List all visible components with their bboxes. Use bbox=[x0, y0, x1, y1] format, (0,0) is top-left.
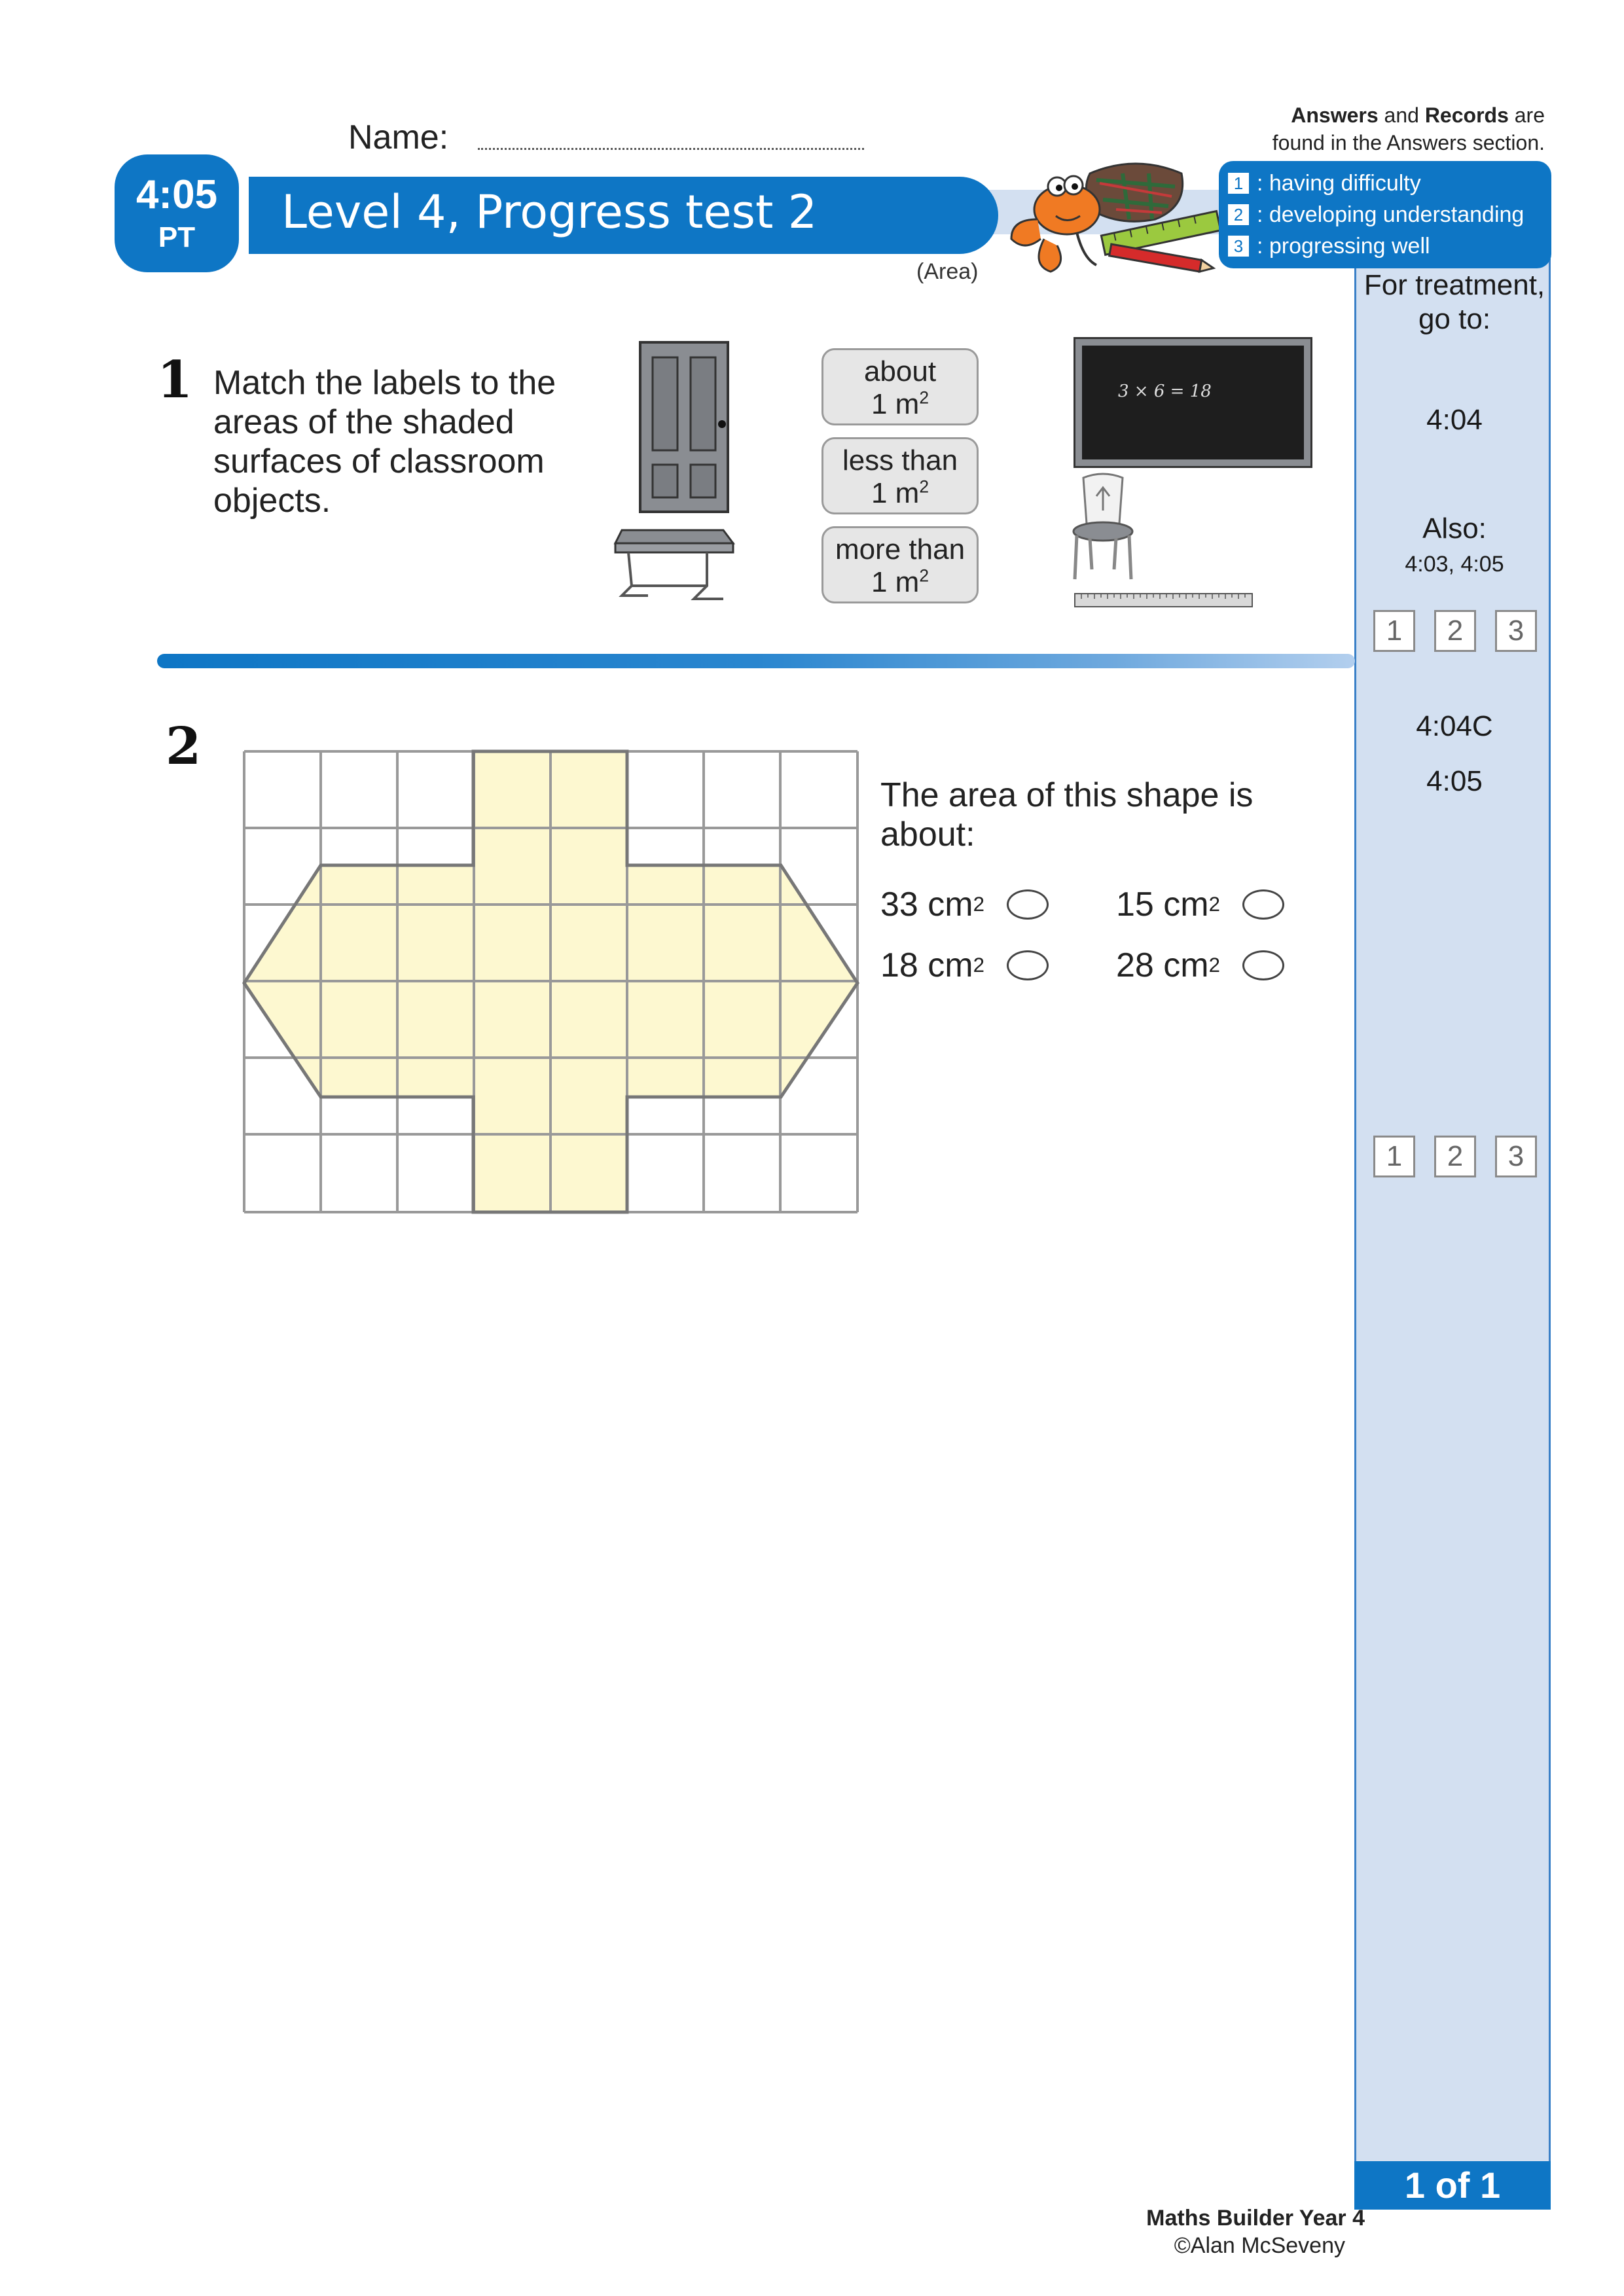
question-2-number: 2 bbox=[166, 717, 202, 776]
q2-rating-boxes bbox=[1373, 1136, 1537, 1177]
answer-bubble[interactable] bbox=[1007, 889, 1049, 920]
door-icon bbox=[638, 340, 730, 514]
label-about-1m2[interactable]: about 1 $m^2$ bbox=[821, 348, 979, 425]
section-divider bbox=[157, 654, 1355, 668]
label-less-than-1m2[interactable]: less than 1 $m^2$ bbox=[821, 437, 979, 514]
q1-rating-1[interactable]: 1 bbox=[1373, 610, 1415, 652]
area-grid bbox=[242, 749, 861, 1214]
question-2-text: The area of this shape is about: bbox=[880, 776, 1254, 853]
blackboard-icon bbox=[1074, 337, 1312, 468]
also-label: Also: bbox=[1422, 512, 1487, 545]
section-badge bbox=[115, 154, 239, 272]
topic-label: (Area) bbox=[916, 259, 979, 284]
option-33cm2[interactable]: 33 cm 2 bbox=[880, 885, 1049, 924]
option-15cm2[interactable]: 15 cm 2 bbox=[1116, 885, 1284, 924]
page-title: Level 4, Progress test 2 bbox=[281, 185, 818, 239]
q2-treatment-ref-1: 4:04C bbox=[1416, 710, 1493, 742]
q2-rating-3[interactable]: 3 bbox=[1495, 1136, 1537, 1177]
option-28cm2[interactable]: 28 cm 2 bbox=[1116, 946, 1284, 985]
question-1-number: 1 bbox=[157, 350, 193, 410]
badge-code: PT bbox=[158, 221, 196, 253]
treatment-heading: For treatment, go to: bbox=[1363, 269, 1545, 335]
option-18cm2[interactable]: 18 cm 2 bbox=[880, 946, 1049, 985]
footer-book-title: Maths Builder Year 4 bbox=[1146, 2206, 1365, 2231]
q2-treatment-ref-2: 4:05 bbox=[1426, 765, 1483, 797]
q2-rating-2[interactable]: 2 bbox=[1434, 1136, 1476, 1177]
also-refs: 4:03, 4:05 bbox=[1405, 552, 1504, 577]
table-icon bbox=[609, 524, 740, 605]
treatment-sidebar bbox=[1354, 259, 1551, 2209]
legend-row: 2 : developing understanding bbox=[1228, 199, 1542, 230]
legend-row: 1 : having difficulty bbox=[1228, 168, 1542, 199]
chair-icon bbox=[1067, 471, 1139, 583]
question-1-text: Match the labels to the areas of the shaded surfaces of classroom objects. bbox=[213, 364, 556, 520]
answer-bubble[interactable] bbox=[1242, 889, 1284, 920]
label-more-than-1m2[interactable]: more than 1 $m^2$ bbox=[821, 526, 979, 603]
grid-lines bbox=[244, 751, 857, 1212]
page-indicator: 1 of 1 bbox=[1354, 2161, 1551, 2210]
answers-note: Answers and Records are found in the Answers section. bbox=[1272, 103, 1545, 154]
q1-treatment-ref: 4:04 bbox=[1426, 404, 1483, 436]
rating-legend bbox=[1219, 161, 1551, 268]
legend-row: 3 : progressing well bbox=[1228, 230, 1542, 262]
name-field[interactable] bbox=[478, 148, 864, 150]
blackboard-text: 3 × 6 = 18 bbox=[1118, 382, 1212, 401]
badge-number: 4:05 bbox=[135, 172, 218, 217]
q1-rating-2[interactable]: 2 bbox=[1434, 610, 1476, 652]
crab-mascot-icon bbox=[992, 147, 1227, 278]
q1-rating-3[interactable]: 3 bbox=[1495, 610, 1537, 652]
answer-bubble[interactable] bbox=[1007, 950, 1049, 980]
name-label: Name: bbox=[348, 118, 449, 156]
q1-rating-boxes bbox=[1373, 610, 1537, 652]
q2-rating-1[interactable]: 1 bbox=[1373, 1136, 1415, 1177]
footer-copyright: ©Alan McSeveny bbox=[1174, 2233, 1345, 2258]
ruler-icon bbox=[1074, 592, 1254, 609]
answer-bubble[interactable] bbox=[1242, 950, 1284, 980]
